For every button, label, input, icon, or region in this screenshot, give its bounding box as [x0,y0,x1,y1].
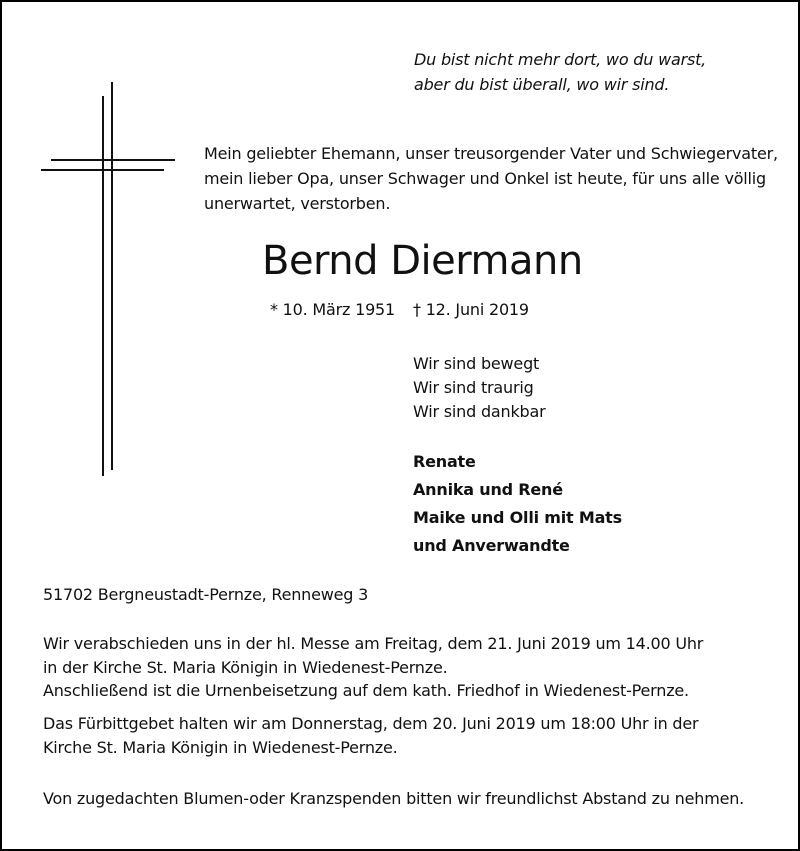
mourners-list [413,448,622,560]
motto-quote [414,47,706,97]
intro-line: unerwartet, verstorben. [204,194,391,213]
address: 51702 Bergneustadt-Pernze, Renneweg 3 [43,585,369,604]
intro-line: Mein geliebter Ehemann, unser treusorgender Vater und Schwiegervater, [204,144,778,163]
funeral-line: Wir verabschieden uns in der hl. Messe am Freitag, dem 21. Juni 2019 um 14.00 Uhr [43,634,704,653]
motto-line: Du bist nicht mehr dort, wo du warst, [414,50,707,69]
intro-line: mein lieber Opa, unser Schwager und Onkel ist heute, für uns alle völlig [204,169,766,188]
saying-line: Wir sind bewegt [413,354,540,373]
mourner-name: Maike und Olli mit Mats [413,508,622,527]
death-date: † 12. Juni 2019 [413,300,529,319]
saying-line: Wir sind traurig [413,378,534,397]
flowers-note: Von zugedachten Blumen-oder Kranzspenden bitten wir freundlichst Abstand zu nehmen. [43,789,745,808]
funeral-line: Anschließend ist die Urnenbeisetzung auf dem kath. Friedhof in Wiedenest-Pernze. [43,681,689,700]
funeral-details [43,632,703,703]
motto-line: aber du bist überall, wo wir sind. [414,75,670,94]
mourner-name: Annika und René [413,480,563,499]
prayer-line: Das Fürbittgebet halten wir am Donnerstag, dem 20. Juni 2019 um 18:00 Uhr in der [43,714,699,733]
cross-icon [40,82,180,478]
intro-text [204,141,778,216]
prayer-details [43,712,698,760]
sayings-list [413,352,545,424]
life-dates [270,298,529,322]
saying-line: Wir sind dankbar [413,402,546,421]
mourner-name: Renate [413,452,476,471]
prayer-line: Kirche St. Maria Königin in Wiedenest-Pernze. [43,738,398,757]
birth-date: * 10. März 1951 [270,300,396,319]
deceased-name: Bernd Diermann [262,238,583,284]
mourner-name: und Anverwandte [413,536,570,555]
funeral-line: in der Kirche St. Maria Königin in Wiedenest-Pernze. [43,657,448,677]
